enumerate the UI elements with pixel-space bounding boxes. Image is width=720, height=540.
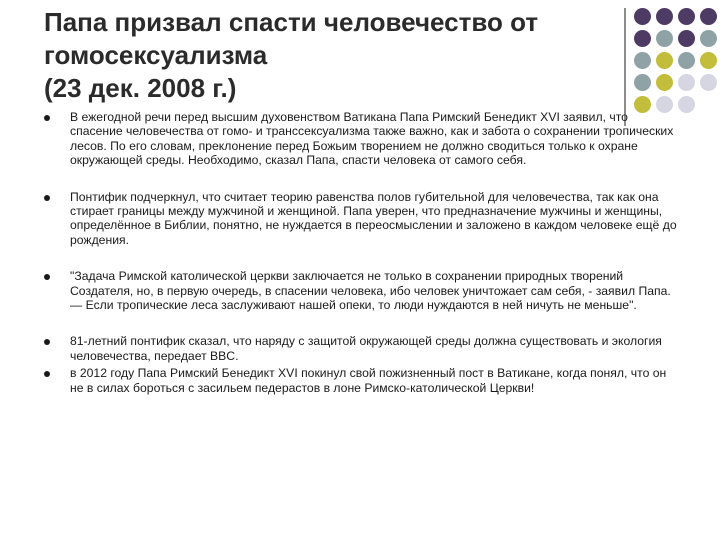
bullet-item [44,190,680,248]
decorative-dot-icon [678,74,695,91]
bullet-item [44,110,680,168]
decorative-dot-icon [656,30,673,47]
bullet-marker-icon [44,274,50,280]
bullet-marker-icon [44,195,50,201]
decorative-dot-icon [678,52,695,69]
bullet-marker-icon [44,339,50,345]
bullet-text: в 2012 году Папа Римский Бенедикт XVI покинул свой пожизненный пост в Ватикане, когда понял, что он не в силах бороться с засильем педерастов в лоне Римско-католической Церкви! [70,366,667,395]
bullet-item [44,334,680,363]
bullet-text: "Задача Римской католической церкви заключается не только в сохранении природных творений Создателя, но, в первую очередь, в спасении человека, ибо человек уничтожает сам себя, - заявил Папа. — Если тропические леса заслуживают нашей опеки, то люди нуждаются в ней ничуть не меньше". [70,269,671,313]
bullet-text: 81-летний понтифик сказал, что наряду с защитой окружающей среды должна существовать и экология человечества, передает BBC. [70,334,662,363]
decorative-dot-icon [634,8,651,25]
decorative-dot-icon [700,74,717,91]
decorative-dot-icon [656,8,673,25]
decorative-dot-icon [700,52,717,69]
decorative-dot-icon [634,74,651,91]
slide-title [44,6,604,105]
decorative-dot-icon [678,30,695,47]
bullet-text: В ежегодной речи перед высшим духовенством Ватикана Папа Римский Бенедикт XVI заявил, что спасение человечества от гомо- и транссексуализма также важно, как и забота о сохранении тропических лесов. По его словам, преклонение перед Божьим творением не должно сводиться только к охране окружающей среды. Необходимо, сказал Папа, спасти человека от самого себя. [70,110,674,168]
title-line-2: гомосексуализма [44,40,268,70]
bullet-marker-icon [44,371,50,377]
title-line-3: (23 дек. 2008 г.) [44,73,237,103]
title-line-1: Папа призвал спасти человечество от [44,7,539,37]
decorative-dot-icon [678,96,695,113]
bullet-text: Понтифик подчеркнул, что считает теорию равенства полов губительной для человечества, так как она стирает границы между мужчиной и женщиной. Папа уверен, что предназначение мужчины и женщины, определённое в Библии, понятно, не нуждается в переосмыслении и заложено в каждом человеке ещё до рождения. [70,189,677,247]
decorative-dot-icon [656,74,673,91]
decorative-dot-icon [678,8,695,25]
bullet-item [44,366,680,395]
bullet-list [44,110,680,395]
decorative-dot-grid [634,8,720,120]
bullet-marker-icon [44,115,50,121]
decorative-dot-icon [634,52,651,69]
decorative-dot-icon [656,52,673,69]
decorative-divider [624,8,626,126]
decorative-dot-icon [700,30,717,47]
bullet-item [44,269,680,312]
decorative-dot-icon [634,30,651,47]
decorative-dot-icon [700,8,717,25]
